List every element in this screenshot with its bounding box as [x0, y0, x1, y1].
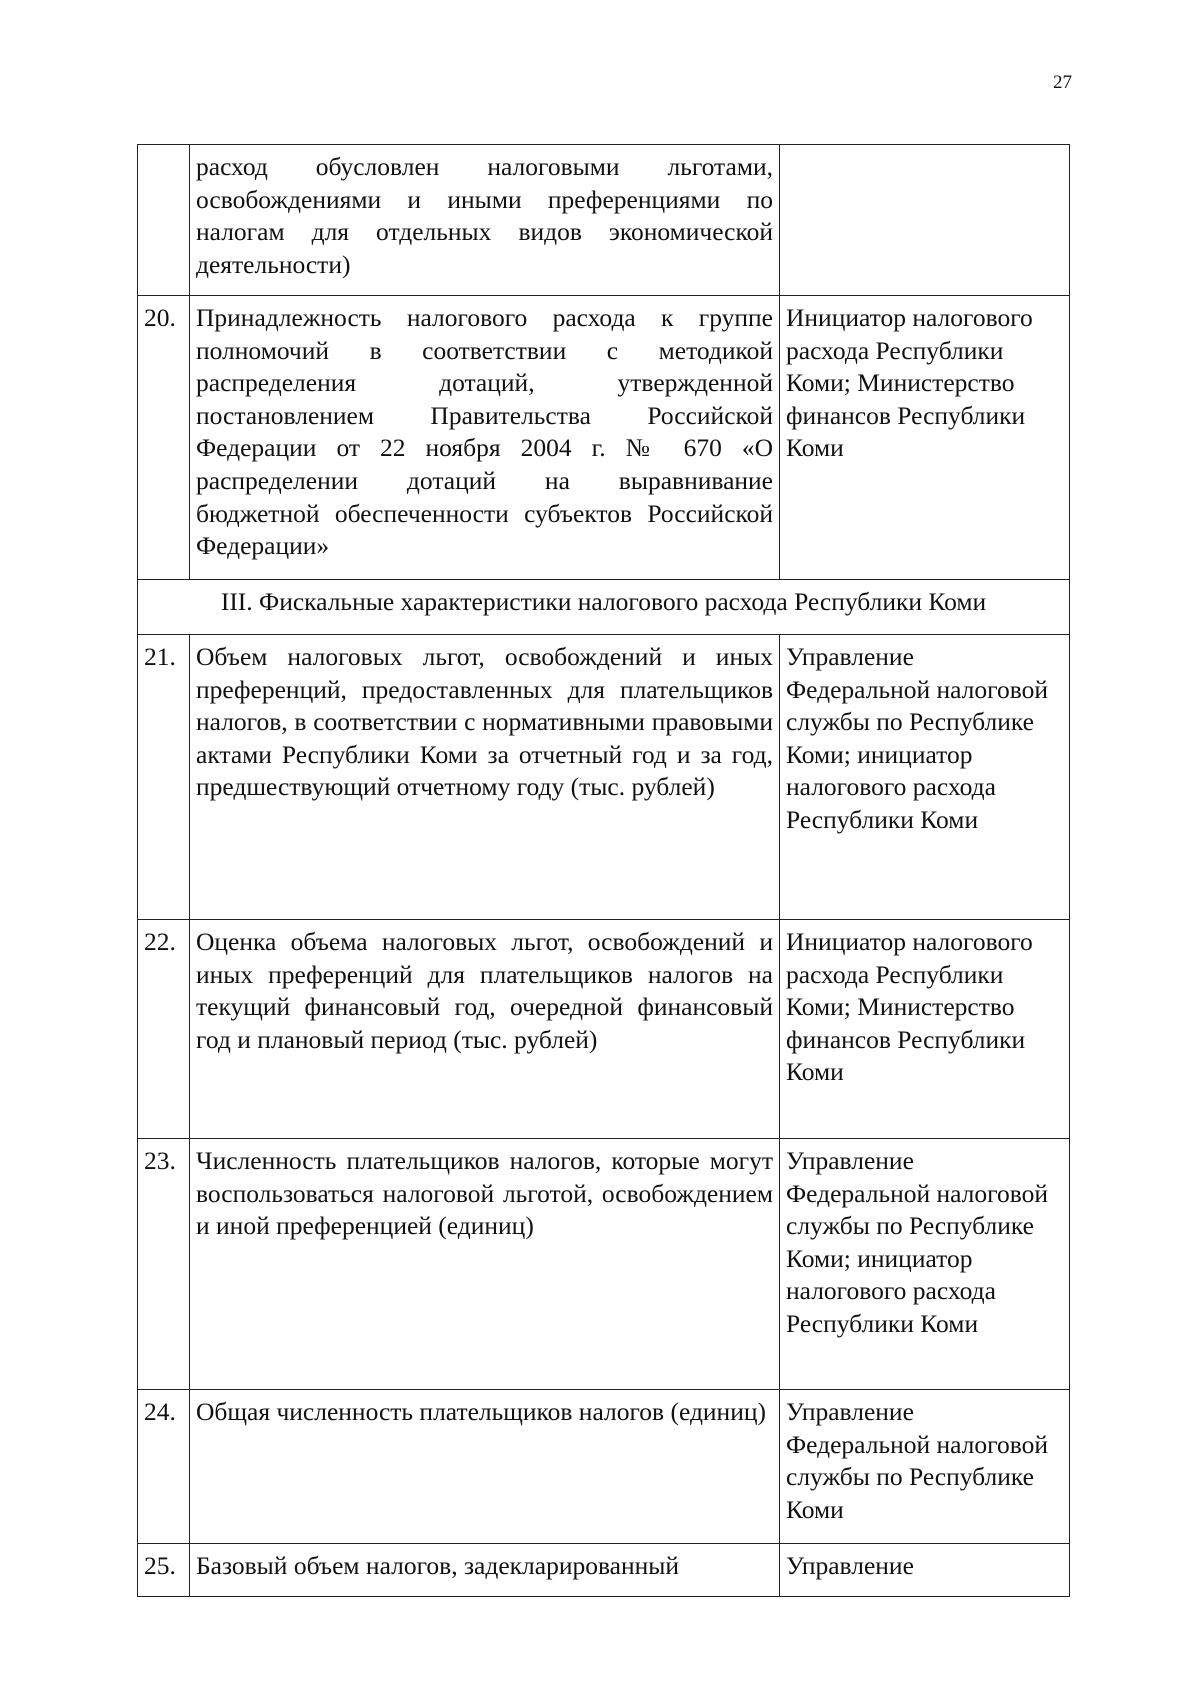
row-description: Общая численность плательщиков налогов (единиц) [190, 1390, 780, 1544]
page-number: 27 [1053, 72, 1072, 93]
table-row [138, 1390, 1070, 1544]
table-row [138, 1139, 1070, 1390]
row-number: 23. [138, 1139, 190, 1390]
row-source: Управление Федеральной налоговой службы по Республике Коми; инициатор налогового расхода Республики Коми [780, 635, 1070, 920]
row-number: 24. [138, 1390, 190, 1544]
row-number: 20. [138, 296, 190, 580]
section-heading-row [138, 580, 1070, 635]
row-source: Управление Федеральной налоговой службы по Республике Коми; инициатор налогового расхода Республики Коми [780, 1139, 1070, 1390]
table-row [138, 145, 1070, 296]
table-row [138, 920, 1070, 1139]
indicators-table [137, 144, 1070, 1597]
table-row [138, 635, 1070, 920]
row-number: 21. [138, 635, 190, 920]
row-description: Оценка объема налоговых льгот, освобождений и иных преференций для плательщиков налогов на текущий финансовый год, очередной финансовый год и плановый период (тыс. рублей) [190, 920, 780, 1139]
section-heading: III. Фискальные характеристики налогового расхода Республики Коми [138, 580, 1070, 635]
row-description: Численность плательщиков налогов, которые могут воспользоваться налоговой льготой, освобождением и иной преференцией (единиц) [190, 1139, 780, 1390]
row-description: Принадлежность налогового расхода к группе полномочий в соответствии с методикой распределения дотаций, утвержденной постановлением Правительства Российской Федерации от 22 ноября 2004 г. № 670 «О распределении дотаций на выравнивание бюджетной обеспеченности субъектов Российской Федерации» [190, 296, 780, 580]
row-source: Управление [780, 1544, 1070, 1597]
row-number: 22. [138, 920, 190, 1139]
row-source [780, 145, 1070, 296]
row-description: расход обусловлен налоговыми льготами, освобождениями и иными преференциями по налогам для отдельных видов экономической деятельности) [190, 145, 780, 296]
row-description: Базовый объем налогов, задекларированный [190, 1544, 780, 1597]
row-source: Инициатор налогового расхода Республики Коми; Министерство финансов Республики Коми [780, 296, 1070, 580]
table-row [138, 296, 1070, 580]
row-description: Объем налоговых льгот, освобождений и иных преференций, предоставленных для плательщиков налогов, в соответствии с нормативными правовыми актами Республики Коми за отчетный год и за год, предшествующий отчетному году (тыс. рублей) [190, 635, 780, 920]
table-row [138, 1544, 1070, 1597]
row-source: Инициатор налогового расхода Республики Коми; Министерство финансов Республики Коми [780, 920, 1070, 1139]
row-source: Управление Федеральной налоговой службы по Республике Коми [780, 1390, 1070, 1544]
row-number [138, 145, 190, 296]
row-number: 25. [138, 1544, 190, 1597]
